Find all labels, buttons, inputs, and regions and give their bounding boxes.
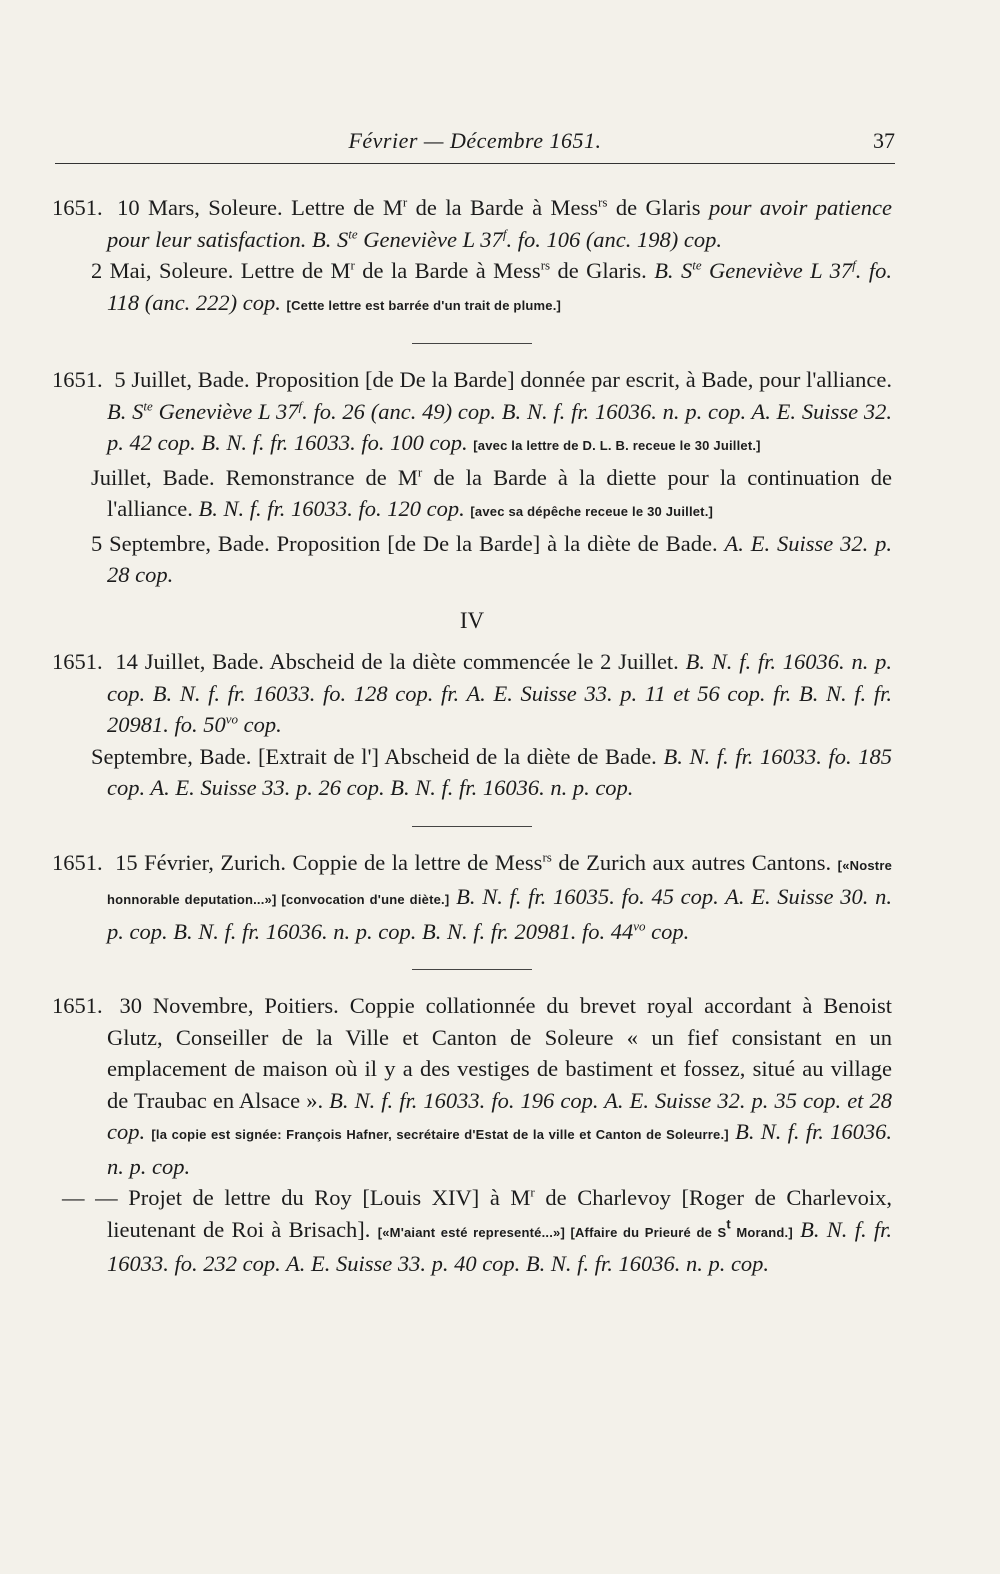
superscript: rs	[542, 849, 552, 864]
entry-30-novembre	[52, 990, 892, 1182]
source-reference: cop.	[645, 918, 690, 944]
editorial-note: [Cette lettre est barrée d'un trait de plume.]	[286, 297, 562, 313]
superscript: f	[502, 226, 507, 241]
entry-5-juillet	[52, 364, 892, 462]
entry-juillet-remonstrance	[52, 462, 892, 528]
source-reference: B. N. f. fr. 16033. fo. 196 cop. A. E. Suisse 32. p. 35 cop. et 28 cop.	[107, 1087, 893, 1144]
page-number: 37	[873, 128, 895, 153]
entry-text: Proposition [de De la Barde] à la diète de Bade.	[276, 530, 725, 556]
entry-2-mai	[52, 255, 892, 321]
section-numeral: IV	[459, 607, 485, 633]
entry-date: 5 Juillet, Bade.	[114, 367, 250, 392]
source-reference: B. N. f. fr. 16036. n. p. cop.	[107, 1119, 892, 1179]
entry-text: de Glaris	[607, 195, 709, 220]
editorial-note: [la copie est signée: François Hafner, secrétaire d'Estat de la ville et Canton de Soleurre.]	[151, 1127, 729, 1142]
source-reference: . fo. 26 (anc. 49) cop. B. N. f. fr. 16036. n. p. cop. A. E. Suisse 32. p. 42 cop. B. N. f. fr. 16033. fo. 100 cop.	[107, 398, 892, 455]
source-reference: B. N. f. fr. 16035. fo. 45 cop. A. E. Suisse 30. n. p. cop. B. N. f. fr. 16036. n. p. cop. B. N. f. fr. 20981. fo. 44	[107, 884, 892, 944]
entry-date: 5 Septembre, Bade.	[91, 530, 270, 556]
superscript: vo	[633, 918, 646, 933]
superscript: t	[726, 1216, 731, 1231]
entry-text: de Glaris.	[550, 258, 655, 283]
editorial-note: [avec sa dépêche receue le 30 Juillet.]	[470, 504, 714, 519]
superscript: r	[417, 464, 423, 479]
entry-date: Septembre, Bade.	[91, 743, 252, 769]
entry-text: [Extrait de l'] Abscheid de la diète de Bade.	[257, 743, 664, 769]
entry-text: Coppie de la lettre de Mess	[292, 849, 543, 875]
page-header	[55, 128, 895, 162]
entry-year: 1651.	[52, 849, 103, 875]
entry-date: 2 Mai, Soleure.	[91, 258, 234, 283]
superscript: rs	[540, 257, 551, 273]
source-reference: Geneviève L 37	[701, 258, 853, 283]
editorial-note: [«Nostre honnorable deputation...»] [convocation d'une diète.]	[107, 857, 893, 907]
source-reference: Geneviève L 37	[357, 226, 503, 252]
entry-text: de Charlevoy [Roger de Charlevoix, lieutenant de Roi à Brisach].	[107, 1185, 893, 1242]
superscript: te	[348, 226, 358, 241]
superscript: r	[402, 194, 408, 210]
entry-septembre-abscheid	[52, 741, 892, 804]
entry-10-mars	[52, 192, 892, 255]
entry-date: Juillet, Bade.	[91, 464, 215, 490]
source-reference: B. S	[107, 398, 144, 424]
source-reference: B. S	[306, 226, 349, 252]
entry-text: de Zurich aux autres Cantons.	[551, 849, 838, 875]
source-reference: B. N. f. fr. 16033. fo. 185 cop. A. E. Suisse 33. p. 26 cop. B. N. f. fr. 16036. n. p. cop.	[107, 743, 893, 800]
entry-text: Lettre de M	[240, 258, 351, 283]
entry-text: Coppie collationnée du brevet royal accordant à Benoist Glutz, Conseiller de la Ville et Canton de Soleure « un fief consistant en un emplacement de maison où il y a des vestiges de bastiment et fossez, situé au village de Traubac en Alsace ».	[107, 993, 893, 1113]
entry-text: de la Barde à Mess	[354, 258, 541, 283]
source-reference: . fo. 106 (anc. 198) cop.	[506, 226, 723, 252]
editorial-note: [avec la lettre de D. L. B. receue le 30 Juillet.]	[473, 438, 761, 453]
entry-italic-text: pour avoir patience pour leur satisfaction.	[107, 195, 892, 252]
entry-year: 1651.	[52, 993, 103, 1018]
superscript: vo	[225, 711, 239, 727]
source-reference: . fo. 118 (anc. 222) cop.	[107, 258, 892, 315]
superscript: r	[530, 1184, 535, 1200]
header-rule	[55, 163, 895, 164]
entry-date: — —	[62, 1185, 118, 1210]
entry-text: Projet de lettre du Roy [Louis XIV] à M	[128, 1185, 531, 1210]
entry-date: 10 Mars, Soleure.	[117, 195, 283, 220]
running-title: Février — Décembre 1651.	[348, 128, 602, 153]
source-reference: A. E. Suisse 32. p. 28 cop.	[107, 530, 893, 587]
superscript: te	[143, 398, 153, 413]
source-reference: B. N. f. fr. 16036. n. p. cop. B. N. f. fr. 16033. fo. 128 cop. fr. A. E. Suisse 33. p. 11 et 56 cop. fr. B. N. f. fr. 20981. fo. 50	[107, 649, 892, 737]
source-reference: B. N. f. fr. 16033. fo. 120 cop.	[198, 496, 465, 521]
entry-projet-lettre	[52, 1182, 892, 1280]
entry-text: Lettre de M	[291, 195, 403, 220]
superscript: r	[350, 257, 355, 273]
section-separator	[412, 826, 532, 827]
entry-date: 30 Novembre, Poitiers.	[119, 993, 339, 1018]
entry-text: de la Barde à la diette pour la continuation de l'alliance.	[107, 464, 893, 521]
entry-5-septembre	[52, 528, 892, 591]
source-reference: Geneviève L 37	[152, 398, 299, 424]
superscript: f	[298, 398, 303, 413]
entry-text: Abscheid de la diète commencée le 2 Juillet.	[269, 649, 686, 674]
entry-text: Remonstrance de M	[225, 464, 418, 490]
entry-date: 15 Février, Zurich.	[115, 849, 286, 875]
entry-year: 1651.	[52, 367, 103, 392]
superscript: rs	[598, 194, 608, 210]
source-reference: B. S	[654, 258, 693, 283]
section-separator	[412, 969, 532, 970]
entry-text: Proposition [de De la Barde] donnée par escrit, à Bade, pour l'alliance.	[255, 367, 893, 392]
editorial-note: Morand.]	[730, 1224, 793, 1240]
source-reference: cop.	[238, 712, 282, 737]
entry-text: de la Barde à Mess	[407, 195, 599, 220]
editorial-note: [«M'aiant esté representé...»] [Affaire du Prieuré de S	[377, 1224, 727, 1240]
entry-year: 1651.	[52, 649, 103, 674]
source-reference: B. N. f. fr. 16033. fo. 232 cop. A. E. Suisse 33. p. 40 cop. B. N. f. fr. 16036. n. p. cop.	[107, 1216, 892, 1276]
entry-year: 1651.	[52, 195, 103, 220]
entry-15-fevrier	[52, 847, 892, 948]
page-body	[52, 192, 892, 1280]
superscript: f	[852, 257, 856, 273]
superscript: te	[692, 257, 702, 273]
entry-14-juillet	[52, 646, 892, 741]
section-separator	[412, 343, 532, 344]
entry-date: 14 Juillet, Bade.	[115, 649, 264, 674]
